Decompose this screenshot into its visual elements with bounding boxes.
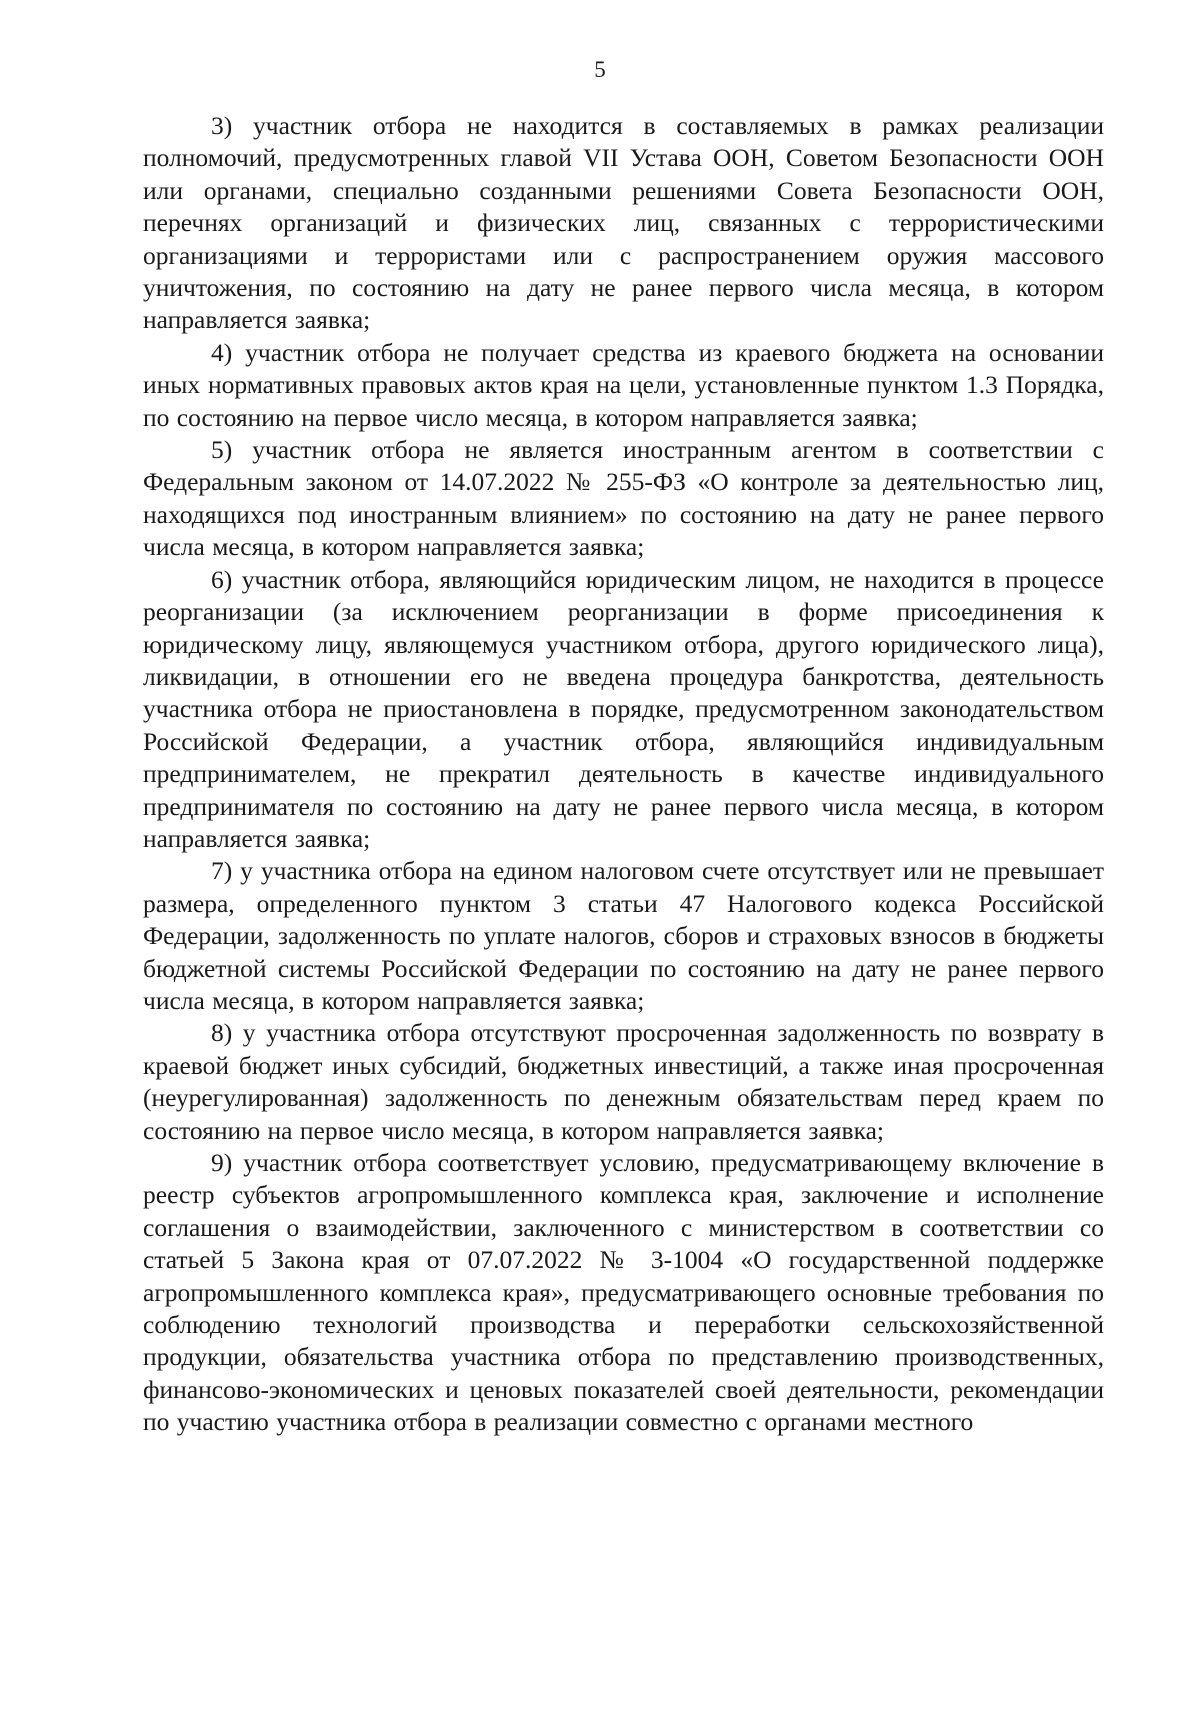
paragraph-item-8: 8) у участника отбора отсутствуют просроченная задолженность по возврату в краевой бюджет иных субсидий, бюджетных инвестиций, а также иная просроченная (неурегулированная) задолженность по денежным обязательствам перед краем по состоянию на первое число месяца, в котором направляется заявка; xyxy=(143,1018,1104,1145)
paragraph-item-7: 7) у участника отбора на едином налоговом счете отсутствует или не превышает размера, определенного пунктом 3 статьи 47 Налогового кодекса Российской Федерации, задолженность по уплате налогов, сборов и страховых взносов в бюджеты бюджетной системы Российской Федерации по состоянию на дату не ранее первого числа месяца, в котором направляется заявка; xyxy=(143,856,1104,1015)
body-text xyxy=(143,110,1104,1439)
paragraph-item-4: 4) участник отбора не получает средства из краевого бюджета на основании иных нормативных правовых актов края на цели, установленные пунктом 1.3 Порядка, по состоянию на первое число месяца, в котором направляется заявка; xyxy=(143,337,1104,432)
page-number: 5 xyxy=(594,57,606,82)
paragraph-item-5: 5) участник отбора не является иностранным агентом в соответствии с Федеральным законом от 14.07.2022 № 255-ФЗ «О контроле за деятельностью лиц, находящихся под иностранным влиянием» по состоянию на дату не ранее первого числа месяца, в котором направляется заявка; xyxy=(143,435,1104,562)
paragraph-item-9: 9) участник отбора соответствует условию, предусматривающему включение в реестр субъектов агропромышленного комплекса края, заключение и исполнение соглашения о взаимодействии, заключенного с министерством в соответствии со статьей 5 Закона края от 07.07.2022 № 3-1004 «О государственной поддержке агропромышленного комплекса края», предусматривающего основные требования по соблюдению технологий производства и переработки сельскохозяйственной продукции, обязательства участника отбора по представлению производственных, финансово-экономических и ценовых показателей своей деятельности, рекомендации по участию участника отбора в реализации совместно с органами местного xyxy=(143,1148,1104,1437)
paragraph-item-3: 3) участник отбора не находится в составляемых в рамках реализации полномочий, предусмотренных главой VII Устава ООН, Советом Безопасности ООН или органами, специально созданными решениями Совета Безопасности ООН, перечнях организаций и физических лиц, связанных с террористическими организациями и террористами или с распространением оружия массового уничтожения, по состоянию на дату не ранее первого числа месяца, в котором направляется заявка; xyxy=(143,111,1104,335)
paragraph-item-6: 6) участник отбора, являющийся юридическим лицом, не находится в процессе реорганизации (за исключением реорганизации в форме присоединения к юридическому лицу, являющемуся участником отбора, другого юридического лица), ликвидации, в отношении его не введена процедура банкротства, деятельность участника отбора не приостановлена в порядке, предусмотренном законодательством Российской Федерации, а участник отбора, являющийся индивидуальным предпринимателем, не прекратил деятельность в качестве индивидуального предпринимателя по состоянию на дату не ранее первого числа месяца, в котором направляется заявка; xyxy=(143,564,1104,853)
